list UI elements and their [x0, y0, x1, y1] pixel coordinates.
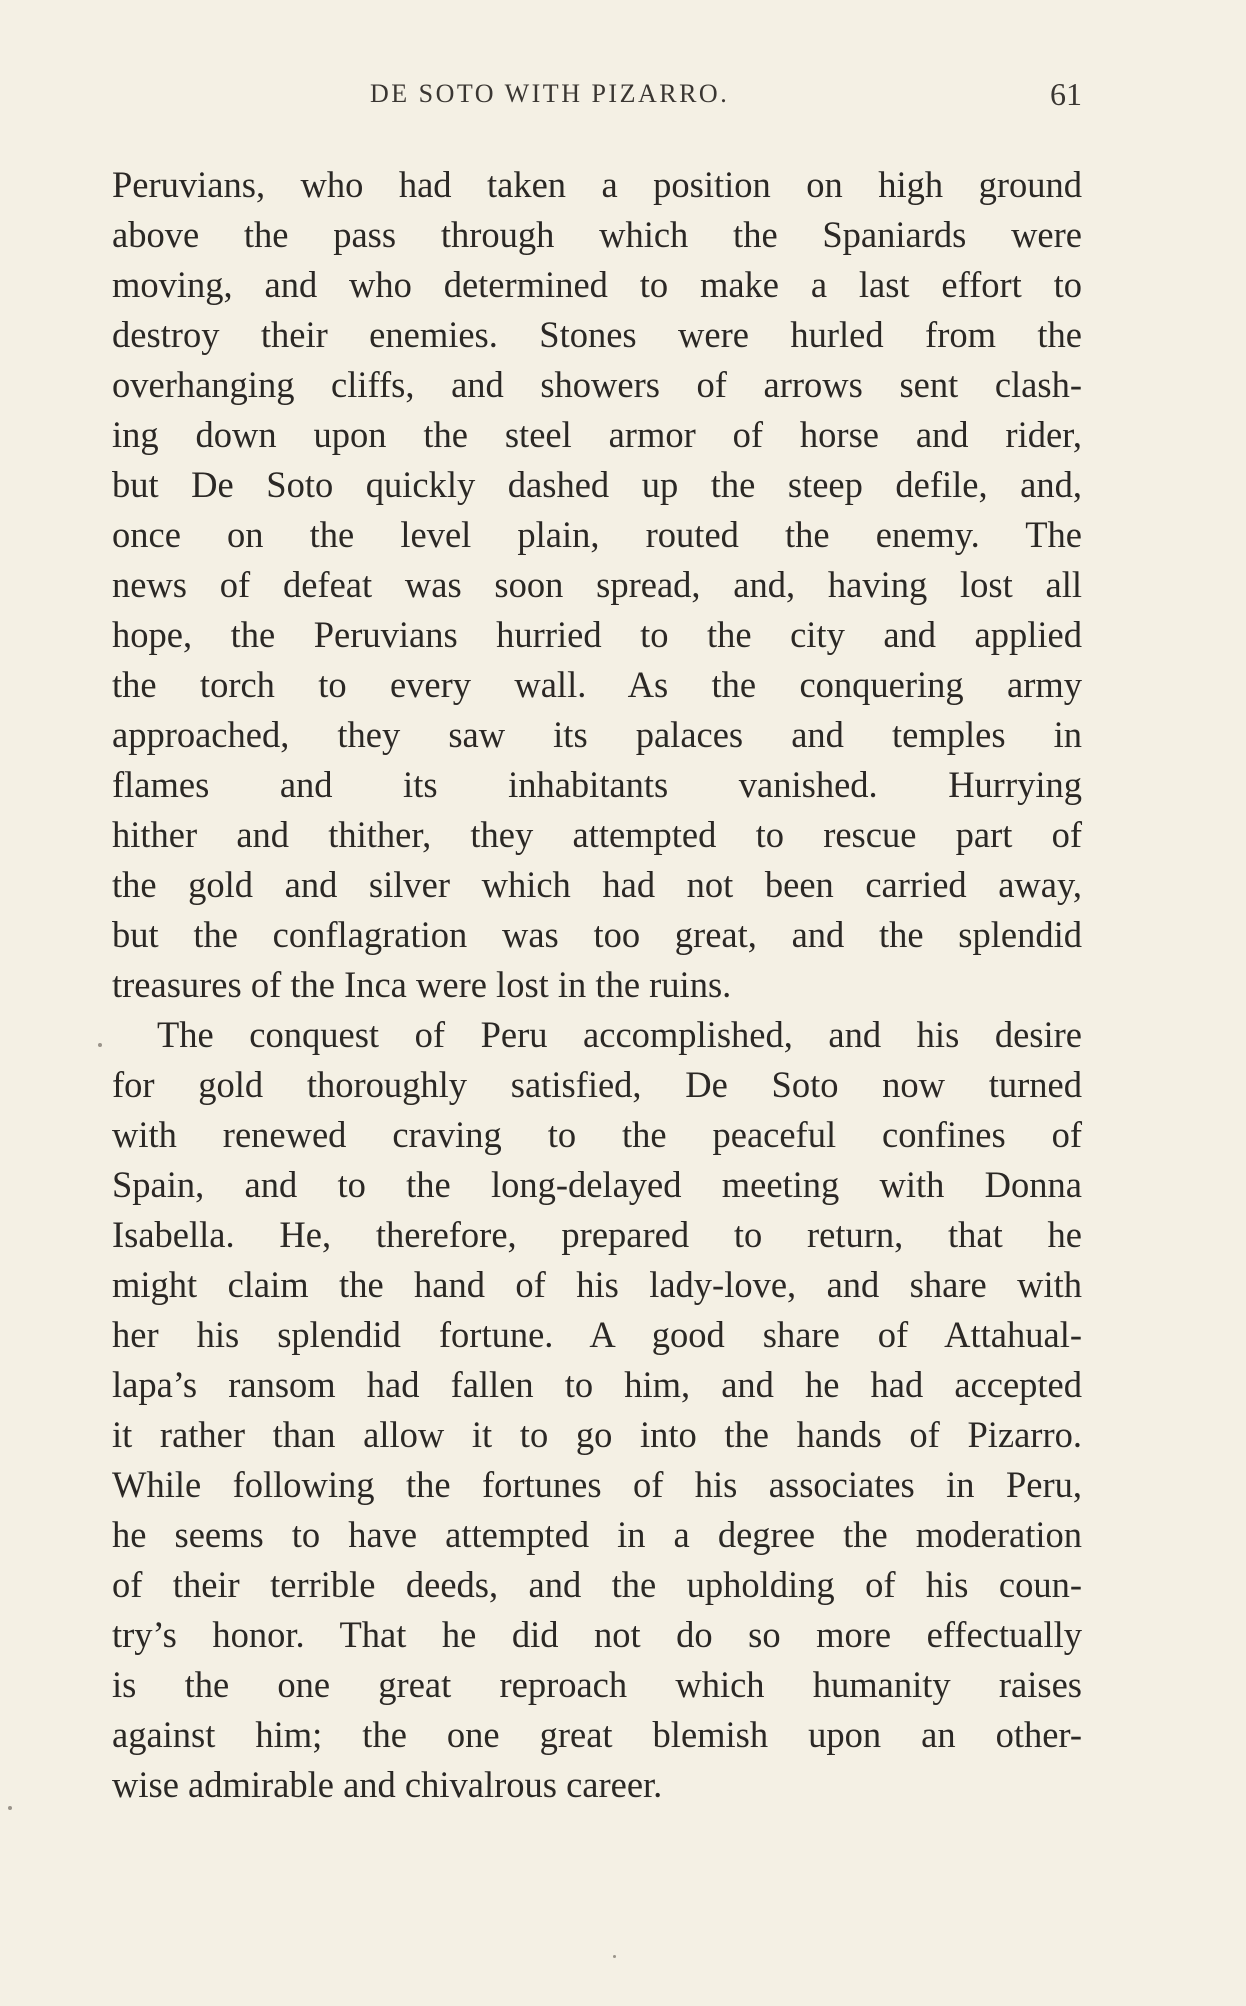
- paragraph-2: [112, 1010, 1082, 1810]
- text-line: try’s honor. That he did not do so more effectually: [112, 1614, 1082, 1655]
- text-line: with renewed craving to the peaceful confines of: [112, 1114, 1082, 1155]
- text-line: for gold thoroughly satisfied, De Soto now turned: [112, 1064, 1082, 1105]
- text-line: Isabella. He, therefore, prepared to return, that he: [112, 1214, 1082, 1255]
- text-line: the torch to every wall. As the conquering army: [112, 664, 1082, 705]
- text-line: Peruvians, who had taken a position on high ground: [112, 164, 1082, 205]
- text-line: against him; the one great blemish upon an other-: [112, 1714, 1082, 1755]
- text-line: overhanging cliffs, and showers of arrows sent clash-: [112, 364, 1082, 405]
- text-line: hope, the Peruvians hurried to the city and applied: [112, 614, 1082, 655]
- page-number: 61: [1050, 76, 1082, 112]
- text-line: lapa’s ransom had fallen to him, and he had accepted: [112, 1364, 1082, 1405]
- text-line: the gold and silver which had not been carried away,: [112, 864, 1082, 905]
- text-line: wise admirable and chivalrous career.: [112, 1764, 663, 1805]
- running-title: DE SOTO WITH PIZARRO.: [370, 79, 730, 108]
- paper-speck: [98, 1043, 102, 1047]
- text-line: destroy their enemies. Stones were hurled from the: [112, 314, 1082, 355]
- text-line: her his splendid fortune. A good share of Attahual-: [112, 1314, 1082, 1355]
- paragraph-1: [112, 160, 1082, 1010]
- text-line: The conquest of Peru accomplished, and his desire: [157, 1014, 1082, 1055]
- body-text: [112, 160, 1082, 1810]
- text-line: it rather than allow it to go into the hands of Pizarro.: [112, 1414, 1082, 1455]
- running-header: [112, 74, 1082, 114]
- text-line: once on the level plain, routed the enemy. The: [112, 514, 1082, 555]
- text-line: he seems to have attempted in a degree the moderation: [112, 1514, 1082, 1555]
- text-line: Spain, and to the long-delayed meeting with Donna: [112, 1164, 1082, 1205]
- text-line: news of defeat was soon spread, and, having lost all: [112, 564, 1082, 605]
- text-line: but the conflagration was too great, and the splendid: [112, 914, 1082, 955]
- text-line: approached, they saw its palaces and temples in: [112, 714, 1082, 755]
- text-line: above the pass through which the Spaniards were: [112, 214, 1082, 255]
- text-line: moving, and who determined to make a last effort to: [112, 264, 1082, 305]
- text-line: hither and thither, they attempted to rescue part of: [112, 814, 1082, 855]
- text-line: flames and its inhabitants vanished. Hurrying: [112, 764, 1082, 805]
- text-line: might claim the hand of his lady-love, and share with: [112, 1264, 1082, 1305]
- text-line: is the one great reproach which humanity raises: [112, 1664, 1082, 1705]
- text-line: ing down upon the steel armor of horse and rider,: [112, 414, 1082, 455]
- text-line: While following the fortunes of his associates in Peru,: [112, 1464, 1082, 1505]
- paper-speck: [8, 1806, 12, 1810]
- text-line: treasures of the Inca were lost in the ruins.: [112, 964, 732, 1005]
- text-line: of their terrible deeds, and the upholding of his coun-: [112, 1564, 1082, 1605]
- paper-speck: [613, 1955, 616, 1958]
- text-line: but De Soto quickly dashed up the steep defile, and,: [112, 464, 1082, 505]
